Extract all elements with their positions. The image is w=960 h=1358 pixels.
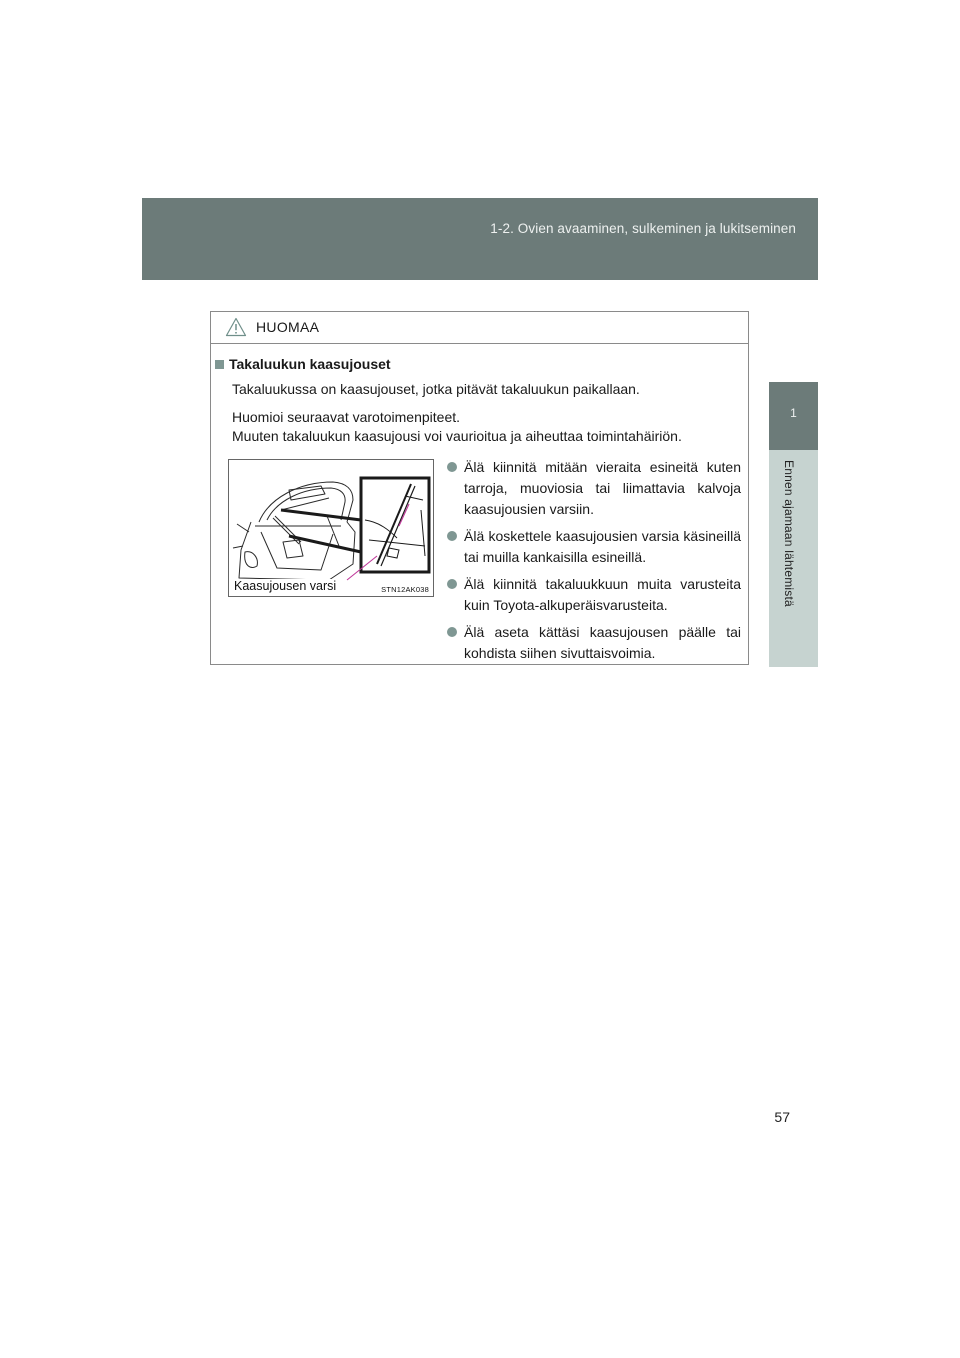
- chapter-label: Ennen ajamaan lähtemistä: [782, 460, 796, 607]
- warning-triangle-icon: [225, 317, 247, 337]
- square-bullet-icon: [215, 360, 224, 369]
- round-bullet-icon: [447, 462, 457, 472]
- list-item: Älä kiinnitä takaluukkuun muita varusteita kuin Toyota-alkuperäisvarusteita.: [447, 574, 741, 616]
- caution-title: HUOMAA: [256, 319, 320, 335]
- figure-code: STN12AK038: [381, 585, 429, 594]
- precaution-paragraph: [232, 408, 738, 446]
- precaution-list: [447, 457, 741, 670]
- caution-header: [211, 312, 748, 344]
- illustration-drawing: [229, 460, 434, 597]
- intro-paragraph: Takaluukussa on kaasujouset, jotka pitävät takaluukun paikallaan.: [232, 381, 640, 397]
- precaution-line-2: Muuten takaluukun kaasujousi voi vaurioitua ja aiheuttaa toimintahäiriön.: [232, 428, 682, 444]
- round-bullet-icon: [447, 627, 457, 637]
- list-item: Älä koskettele kaasujousien varsia käsineillä tai muilla kankaisilla esineillä.: [447, 526, 741, 568]
- chapter-header-band: [142, 198, 818, 280]
- section-title: 1-2. Ovien avaaminen, sulkeminen ja lukitseminen: [490, 221, 796, 236]
- section-heading: [215, 354, 738, 374]
- chapter-tab: [769, 382, 818, 450]
- precaution-line-1: Huomioi seuraavat varotoimenpiteet.: [232, 409, 461, 425]
- list-item: Älä aseta kättäsi kaasujousen päälle tai kohdista siihen sivuttaisvoimia.: [447, 622, 741, 664]
- gas-spring-illustration: [228, 459, 434, 597]
- chapter-number: 1: [790, 406, 797, 420]
- figure-caption: Kaasujousen varsi: [234, 579, 337, 593]
- list-item: Älä kiinnitä mitään vieraita esineitä kuten tarroja, muoviosia tai liimattavia kalvoja kaasujousien varsiin.: [447, 457, 741, 520]
- page-number: 57: [774, 1109, 790, 1125]
- section-heading-text: Takaluukun kaasujouset: [229, 356, 391, 372]
- chapter-side-strip: [769, 450, 818, 667]
- round-bullet-icon: [447, 531, 457, 541]
- caution-section: [215, 354, 738, 446]
- round-bullet-icon: [447, 579, 457, 589]
